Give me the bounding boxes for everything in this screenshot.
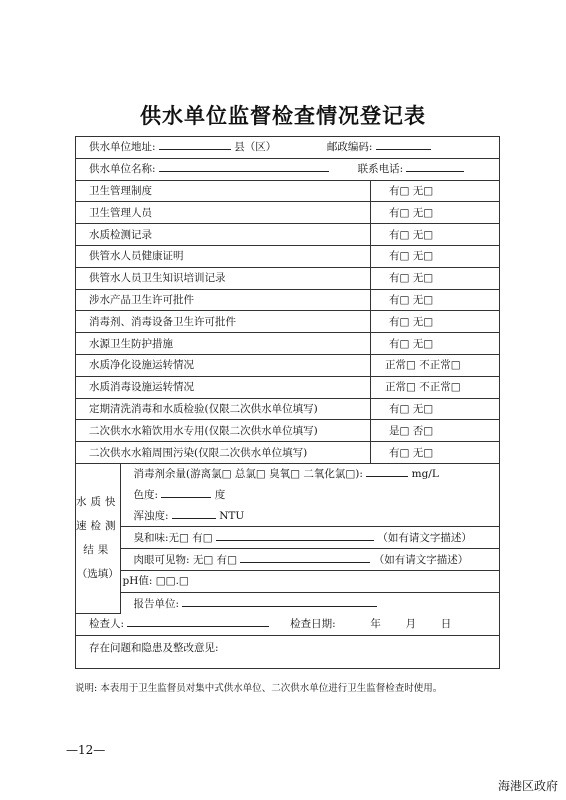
check-item-row — [76, 311, 500, 333]
issues-label: 存在问题和隐患及整改意见: — [89, 641, 219, 654]
color-label: 色度: — [133, 489, 159, 502]
check-item-row — [76, 202, 500, 224]
report-unit-cell — [120, 592, 500, 613]
rapid-test-row — [76, 527, 500, 549]
report-row — [76, 592, 500, 613]
rapid-test-label-cell — [76, 463, 121, 613]
visible-cell — [120, 549, 500, 571]
check-item-label: 二次供水水箱饮用水专用(仅限二次供水单位填写) — [76, 420, 371, 442]
check-item-options[interactable]: 有□ 无□ — [371, 333, 500, 355]
check-item-label: 消毒剂、消毒设备卫生许可批件 — [76, 311, 371, 333]
check-item-label: 水质检测记录 — [76, 224, 371, 246]
visible-blank[interactable] — [240, 551, 370, 563]
check-item-options[interactable]: 有□ 无□ — [371, 442, 500, 464]
rapid-test-label-line: 速检测 — [76, 520, 120, 533]
check-item-row — [76, 289, 500, 311]
check-item-options[interactable]: 有□ 无□ — [371, 224, 500, 246]
check-item-row — [76, 442, 500, 464]
disinfectant-unit: mg/L — [411, 468, 439, 481]
check-date-label: 检查日期: — [290, 618, 336, 631]
check-item-label: 水质消毒设施运转情况 — [76, 376, 371, 398]
check-item-options[interactable]: 有□ 无□ — [371, 398, 500, 420]
postal-blank[interactable] — [376, 138, 431, 150]
turbidity-label: 浑浊度: — [133, 509, 169, 522]
report-unit-blank[interactable] — [182, 595, 377, 607]
check-item-row — [76, 180, 500, 202]
check-item-label: 卫生管理人员 — [76, 202, 371, 224]
check-item-row — [76, 420, 500, 442]
disinfectant-label: 消毒剂余量(游离氯□ 总氯□ 臭氧□ 二氧化氯□): — [133, 468, 363, 481]
visible-label: 肉眼可见物: 无□ 有□ — [133, 553, 238, 566]
rapid-test-row — [76, 506, 500, 527]
check-item-label: 供管水人员健康证明 — [76, 245, 371, 267]
phone-blank[interactable] — [406, 160, 464, 172]
disinfectant-cell — [120, 463, 500, 484]
color-blank[interactable] — [161, 486, 211, 498]
name-label: 供水单位名称: — [89, 163, 156, 176]
check-item-label: 二次供水水箱周围污染(仅限二次供水单位填写) — [76, 442, 371, 464]
county-label: 县（区） — [234, 141, 277, 154]
check-item-options[interactable]: 有□ 无□ — [371, 311, 500, 333]
check-item-options[interactable]: 有□ 无□ — [371, 180, 500, 202]
check-item-options[interactable]: 有□ 无□ — [371, 245, 500, 267]
disinfectant-blank[interactable] — [366, 465, 408, 477]
phone-label: 联系电话: — [357, 163, 404, 176]
rapid-test-label-line: 水质快 — [76, 496, 120, 509]
check-item-label: 涉水产品卫生许可批件 — [76, 289, 371, 311]
address-row — [76, 137, 500, 159]
postal-label: 邮政编码: — [326, 141, 373, 154]
address-blank[interactable] — [159, 138, 231, 150]
rapid-test-row — [76, 485, 500, 506]
rapid-test-row — [76, 570, 500, 592]
check-item-row — [76, 398, 500, 420]
rapid-test-label-line: 结果 — [83, 544, 113, 557]
check-item-options[interactable]: 正常□ 不正常□ — [371, 354, 500, 376]
inspector-label: 检查人: — [89, 618, 125, 631]
year-label: 年 — [370, 618, 381, 631]
check-item-options[interactable]: 有□ 无□ — [371, 267, 500, 289]
check-item-label: 卫生管理制度 — [76, 180, 371, 202]
rapid-test-row — [76, 549, 500, 571]
issues-row — [76, 635, 500, 668]
turbidity-blank[interactable] — [172, 507, 216, 519]
check-item-row — [76, 354, 500, 376]
inspection-form-table — [75, 136, 500, 669]
odor-cell — [120, 527, 500, 549]
check-item-row — [76, 267, 500, 289]
watermark-label: 海港区政府 — [497, 779, 558, 793]
report-unit-label: 报告单位: — [133, 597, 180, 610]
rapid-test-row — [76, 463, 500, 484]
check-item-options[interactable]: 是□ 否□ — [371, 420, 500, 442]
odor-label: 臭和味:无□ 有□ — [133, 531, 213, 544]
check-item-label: 供管水人员卫生知识培训记录 — [76, 267, 371, 289]
turbidity-cell — [120, 506, 500, 527]
issues-cell[interactable] — [76, 635, 500, 668]
name-cell — [76, 158, 500, 180]
odor-note: （如有请文字描述） — [377, 531, 472, 544]
inspector-cell — [76, 614, 500, 636]
address-cell — [76, 137, 500, 159]
visible-note: （如有请文字描述） — [373, 553, 469, 566]
page-number: —12— — [66, 743, 106, 757]
ph-label[interactable]: pH值: □□.□ — [122, 575, 189, 588]
month-label: 月 — [405, 618, 416, 631]
address-label: 供水单位地址: — [89, 141, 156, 154]
check-item-row — [76, 376, 500, 398]
rapid-test-label — [76, 496, 120, 580]
check-item-label: 水质净化设施运转情况 — [76, 354, 371, 376]
odor-blank[interactable] — [216, 529, 374, 541]
form-title: 供水单位监督检查情况登记表 — [140, 104, 426, 128]
name-row — [76, 158, 500, 180]
rapid-test-label-line: （选填） — [76, 568, 119, 581]
check-item-row — [76, 245, 500, 267]
turbidity-unit: NTU — [219, 509, 245, 522]
check-item-options[interactable]: 正常□ 不正常□ — [371, 376, 500, 398]
check-item-row — [76, 333, 500, 355]
color-cell — [120, 485, 500, 506]
check-item-row — [76, 224, 500, 246]
name-blank[interactable] — [159, 160, 329, 172]
day-label: 日 — [440, 618, 452, 631]
check-item-options[interactable]: 有□ 无□ — [371, 289, 500, 311]
inspector-row — [76, 614, 500, 636]
check-item-label: 水源卫生防护措施 — [76, 333, 371, 355]
ph-cell — [120, 570, 500, 592]
check-item-label: 定期清洗消毒和水质检验(仅限二次供水单位填写) — [76, 398, 371, 420]
inspector-blank[interactable] — [127, 615, 269, 627]
color-unit: 度 — [214, 489, 226, 502]
form-note: 说明: 本表用于卫生监督员对集中式供水单位、二次供水单位进行卫生监督检查时使用。 — [75, 683, 443, 694]
check-item-options[interactable]: 有□ 无□ — [371, 202, 500, 224]
